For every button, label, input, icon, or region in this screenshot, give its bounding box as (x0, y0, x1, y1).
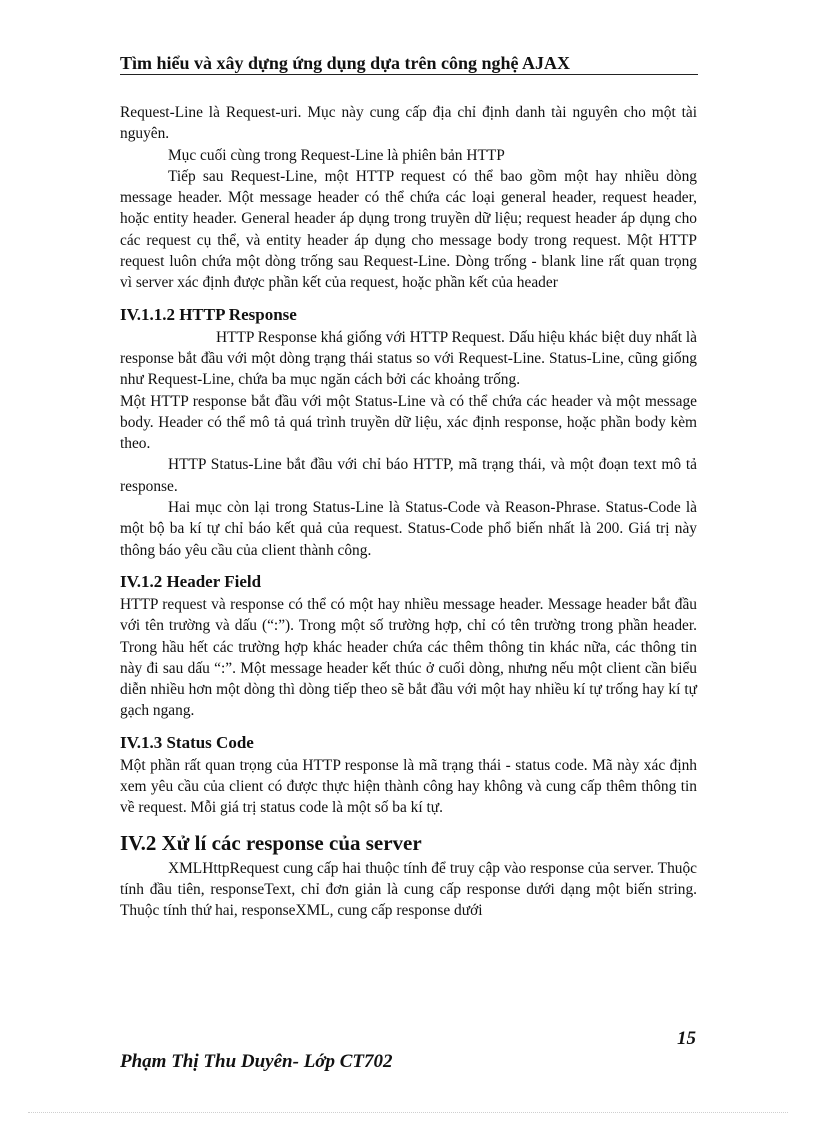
page-body (120, 102, 697, 922)
footer-author: Phạm Thị Thu Duyên- Lớp CT702 (120, 1051, 393, 1072)
paragraph-message-header: Tiếp sau Request-Line, một HTTP request có thể bao gồm một hay nhiều dòng message header. Một message header có thể chứa các loại general header, request header, hoặc entity header. General header áp dụng trong truyền dữ liệu; request header áp dụng cho các request cụ thể, và entity header áp dụng cho message body trong request. Một HTTP request luôn chứa một dòng trống sau Request-Line. Dòng trống - blank line rất quan trọng vì server xác định được phần kết của request, hoặc phần kết của header (120, 167, 697, 292)
paragraph-status-line: Một HTTP response bắt đầu với một Status-Line và có thể chứa các header và một message body. Header có thể mô tả quá trình truyền dữ liệu, xác định response, hoặc phần body kèm theo. (120, 392, 697, 453)
paragraph-http-version: Mục cuối cùng trong Request-Line là phiên bản HTTP (168, 146, 505, 164)
paragraph-header-field: HTTP request và response có thể có một hay nhiều message header. Message header bắt đầu với tên trường và dấu (“:”). Trong một số trường hợp, chỉ có tên trường trong phần header. Trong hầu hết các trường hợp khác header chứa các thêm thông tin khác nữa, các thông tin này đi sau dấu “:”. Một message header kết thúc ở cuối dòng, nhưng nếu một client cần biểu diễn nhiều hơn một dòng thì dòng tiếp theo sẽ bắt đầu với một hay nhiều kí tự trống hay kí tự gạch ngang. (120, 595, 697, 720)
heading-header-field: IV.1.2 Header Field (120, 571, 262, 591)
heading-http-response: IV.1.1.2 HTTP Response (120, 304, 297, 324)
paragraph-xmlhttprequest: XMLHttpRequest cung cấp hai thuộc tính để truy cập vào response của server. Thuộc tính đầu tiên, responseText, chỉ đơn giản là cung cấp response dưới dạng một biến string. Thuộc tính thứ hai, responseXML, cung cấp response dưới (120, 859, 697, 920)
paragraph-response-intro: HTTP Response khá giống với HTTP Request. Dấu hiệu khác biệt duy nhất là response bắt đầu với một dòng trạng thái status so với Request-Line. Status-Line, cũng giống như Request-Line, chứa ba mục ngăn cách bởi các khoảng trống. (120, 328, 697, 389)
running-header-title: Tìm hiểu và xây dựng ứng dụng dựa trên công nghệ AJAX (120, 53, 570, 73)
header-divider (120, 74, 698, 75)
paragraph-request-uri: Request-Line là Request-uri. Mục này cung cấp địa chỉ định danh tài nguyên cho một tài nguyên. (120, 104, 697, 143)
heading-status-code: IV.1.3 Status Code (120, 732, 254, 752)
heading-server-response: IV.2 Xử lí các response của server (120, 830, 422, 855)
paragraph-status-code-intro: Hai mục còn lại trong Status-Line là Status-Code và Reason-Phrase. Status-Code là một bộ ba kí tự chỉ báo kết quả của request. Status-Code phổ biến nhất là 200. Giá trị này thông báo yêu cầu của client thành công. (120, 499, 697, 559)
page-number: 15 (677, 1028, 696, 1049)
page-bottom-dotted-line (28, 1112, 788, 1113)
paragraph-status-code: Một phần rất quan trọng của HTTP response là mã trạng thái - status code. Mã này xác định xem yêu cầu của client có được thực hiện thành công hay không và cung cấp thêm thông tin về request. Mỗi giá trị status code là một số ba kí tự. (120, 756, 697, 817)
paragraph-status-line-format: HTTP Status-Line bắt đầu với chỉ báo HTTP, mã trạng thái, và một đoạn text mô tả response. (120, 456, 697, 495)
